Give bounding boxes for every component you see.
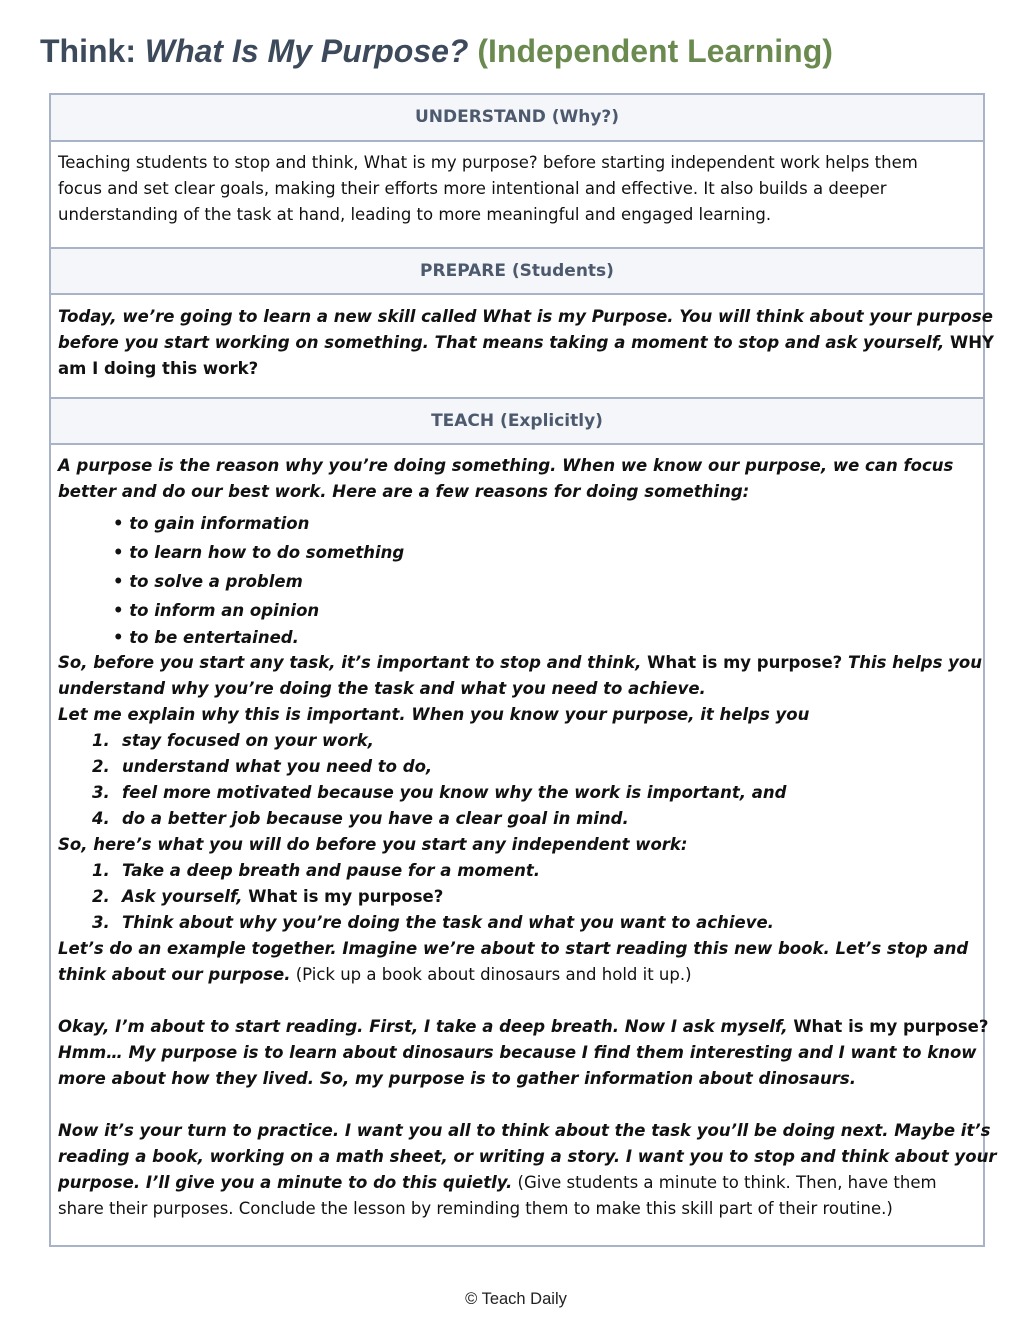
teach-line: understand why you’re doing the task and what you need to achieve. [58,679,706,698]
prepare-why: WHY [944,333,994,352]
prepare-heading: PREPARE (Students) [51,247,983,295]
practice-line: Now it’s your turn to practice. I want you all to think about the task you’ll be doing next. Maybe it’s [58,1121,991,1140]
lesson-table [49,93,997,1247]
example-line: Let’s do an example together. Imagine we’re about to start reading this new book. Let’s stop and [58,939,969,958]
prepare-body [58,304,994,382]
prepare-line: before you start working on something. That means taking a moment to stop and ask yourself, [58,333,945,352]
practice-direction: (Give students a minute to think. Then, have them [512,1173,937,1192]
teach-line: So, before you start any task, it’s important to stop and think, [58,653,642,672]
reason-item: • to learn how to do something [113,543,405,562]
benefit-item: 3. feel more motivated because you know why the work is important, and [92,783,787,802]
modeling-line: Okay, I’m about to start reading. First, I take a deep breath. Now I ask myself, [58,1017,788,1036]
teach-heading: TEACH (Explicitly) [51,397,983,445]
steps-intro: So, here’s what you will do before you start any independent work: [58,835,688,854]
practice-line: reading a book, working on a math sheet, or writing a story. I want you to stop and think about your [58,1147,997,1166]
understand-line: understanding of the task at hand, leading to more meaningful and engaged learning. [58,205,772,224]
understand-heading: UNDERSTAND (Why?) [51,95,983,142]
reason-item: • to solve a problem [113,572,303,591]
teach-line: This helps you [842,653,982,672]
benefit-item: 1. stay focused on your work, [92,731,374,750]
understand-line: Teaching students to stop and think, What is my purpose? before starting independent work helps them [58,153,918,172]
understand-line: focus and set clear goals, making their efforts more intentional and effective. It also builds a deeper [58,179,887,198]
step-item: 3. Think about why you’re doing the task and what you want to achieve. [92,913,774,932]
modeling-question: What is my purpose? [787,1017,989,1036]
example-line: think about our purpose. [58,965,291,984]
page-title [40,33,833,70]
step-item: 1. Take a deep breath and pause for a moment. [92,861,541,880]
practice-line: purpose. I’ll give you a minute to do this quietly. [58,1173,513,1192]
example-direction: (Pick up a book about dinosaurs and hold it up.) [290,965,692,984]
teach-intro: A purpose is the reason why you’re doing something. When we know our purpose, we can focus [58,456,954,475]
reason-item: • to gain information [113,514,310,533]
prepare-line: am I doing this work? [58,359,259,378]
modeling-line: more about how they lived. So, my purpose is to gather information about dinosaurs. [58,1069,856,1088]
teach-body [58,453,997,1222]
step-item: 2. Ask yourself, What is my purpose? [92,887,444,906]
teach-question: What is my purpose? [641,653,843,672]
teach-intro: better and do our best work. Here are a few reasons for doing something: [58,482,750,501]
teach-line: Let me explain why this is important. When you know your purpose, it helps you [58,705,810,724]
title-question: What Is My Purpose? [144,33,469,69]
footer-copyright: © Teach Daily [465,1290,567,1308]
title-subtitle: (Independent Learning) [468,33,833,69]
benefit-item: 4. do a better job because you have a clear goal in mind. [92,809,629,828]
title-prefix: Think: [40,33,145,69]
benefit-item: 2. understand what you need to do, [92,757,433,776]
reason-item: • to inform an opinion [113,601,320,620]
prepare-line: Today, we’re going to learn a new skill called What is my Purpose. You will think about your purpose [58,307,993,326]
understand-body [58,150,977,228]
practice-direction: share their purposes. Conclude the lesson by reminding them to make this skill part of their routine.) [58,1199,893,1218]
modeling-line: Hmm… My purpose is to learn about dinosaurs because I find them interesting and I want to know [58,1043,977,1062]
reason-item: • to be entertained. [113,628,299,647]
